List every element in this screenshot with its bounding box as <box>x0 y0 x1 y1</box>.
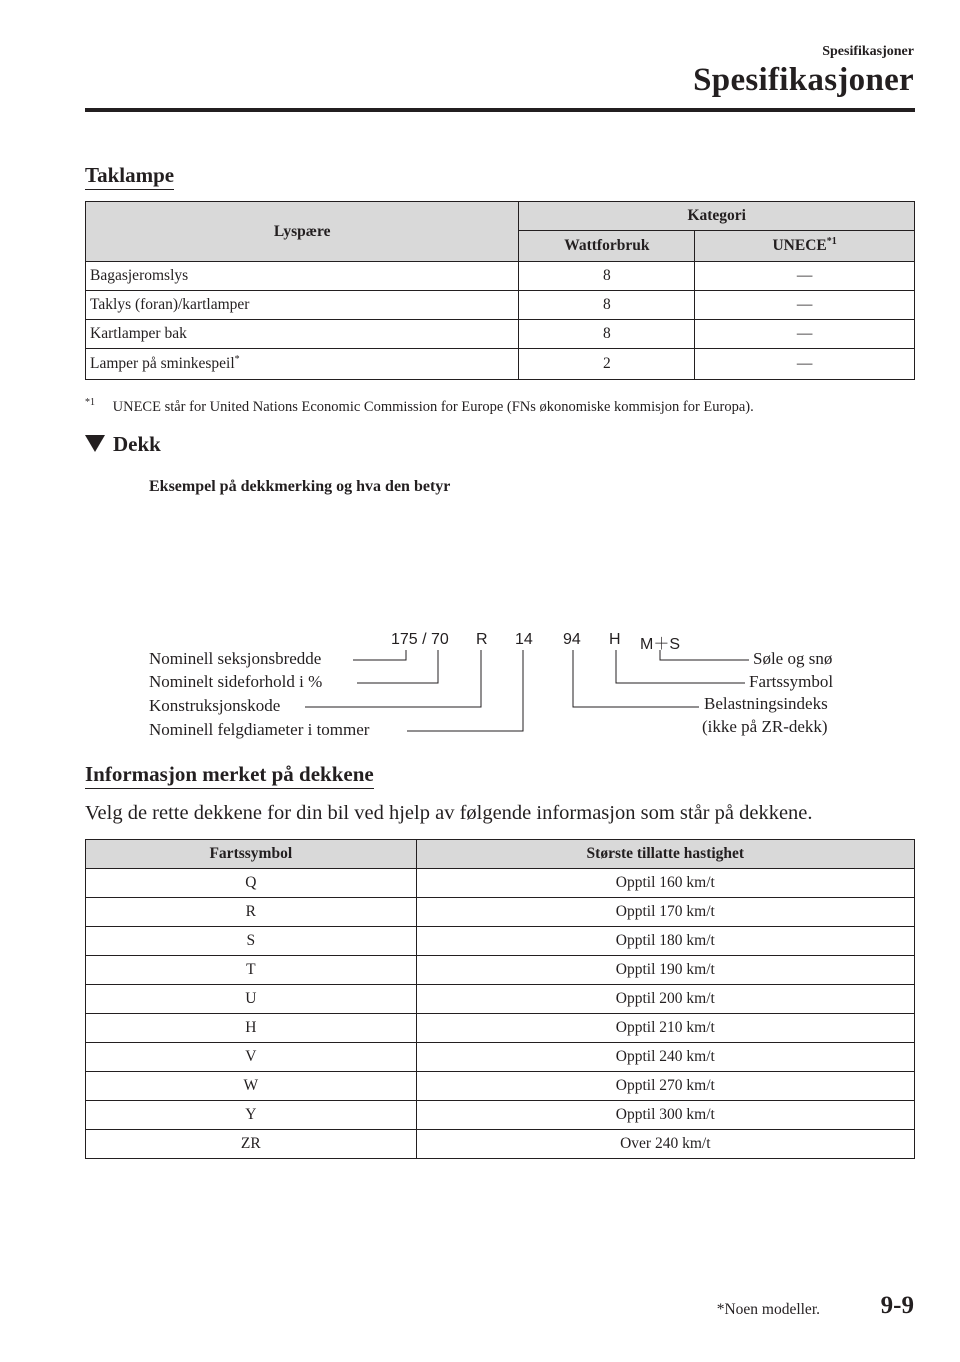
col-max-speed: Største tillatte hastighet <box>416 840 914 869</box>
table-row: Q Opptil 160 km/t <box>86 869 915 898</box>
code-construction: R <box>476 631 488 648</box>
label-aspect-ratio: Nominelt sideforhold i % <box>149 672 323 691</box>
label-load-index: Belastningsindeks <box>704 694 828 713</box>
col-unece: UNECE$^{*1}$ <box>695 231 915 262</box>
running-header-title: Spesifikasjoner <box>693 62 914 98</box>
label-speed-symbol: Fartssymbol <box>749 672 834 691</box>
table-row: S Opptil 180 km/t <box>86 927 915 956</box>
code-mud-snow: M＋S <box>640 636 681 653</box>
table-row: ZR Over 240 km/t <box>86 1130 915 1159</box>
dekk-heading: Dekk <box>85 432 161 457</box>
table-row: Kartlamper bak 8 — <box>86 320 915 349</box>
table-row: H Opptil 210 km/t <box>86 1014 915 1043</box>
col-kategori: Kategori <box>519 202 915 231</box>
table-row: R Opptil 170 km/t <box>86 898 915 927</box>
table-row: Lamper på sminkespeil* 2 — <box>86 349 915 380</box>
taklampe-footnote: $^{*1}$ UNECE står for United Nations Economic Commission for Europe (FNs økonomiske kommisjon for Europa). <box>85 397 754 415</box>
table-row: T Opptil 190 km/t <box>86 956 915 985</box>
label-rim-diameter: Nominell felgdiameter i tommer <box>149 720 370 739</box>
running-header-small: Spesifikasjoner <box>822 44 914 59</box>
page-number: 9-9 <box>880 1292 914 1319</box>
table-row: Y Opptil 300 km/t <box>86 1101 915 1130</box>
label-load-note: (ikke på ZR-dekk) <box>702 717 828 736</box>
table-row: V Opptil 240 km/t <box>86 1043 915 1072</box>
info-title: Informasjon merket på dekkene <box>85 762 374 789</box>
tire-marking-example-title: Eksempel på dekkmerking og hva den betyr <box>149 478 451 495</box>
speed-table <box>85 839 915 1159</box>
label-mud-snow: Søle og snø <box>753 649 833 668</box>
taklampe-title: Taklampe <box>85 163 174 190</box>
label-nominal-width: Nominell seksjonsbredde <box>149 649 322 668</box>
col-fartssymbol: Fartssymbol <box>86 840 417 869</box>
table-row: Bagasjeromslys 8 — <box>86 262 915 291</box>
info-text: Velg de rette dekkene for din bil ved hjelp av følgende informasjon som står på dekkene. <box>85 802 813 824</box>
footer-note: *Noen modeller. <box>716 1301 820 1318</box>
code-speed: H <box>609 631 621 648</box>
col-lyspaere: Lyspære <box>86 202 519 262</box>
col-watt: Wattforbruk <box>519 231 695 262</box>
label-construction: Konstruksjonskode <box>149 696 281 715</box>
table-row: W Opptil 270 km/t <box>86 1072 915 1101</box>
table-row: Taklys (foran)/kartlamper 8 — <box>86 291 915 320</box>
code-load-index: 94 <box>563 631 581 648</box>
code-width-ratio: 175 / 70 <box>391 631 449 648</box>
code-diameter: 14 <box>515 631 533 648</box>
table-row: U Opptil 200 km/t <box>86 985 915 1014</box>
